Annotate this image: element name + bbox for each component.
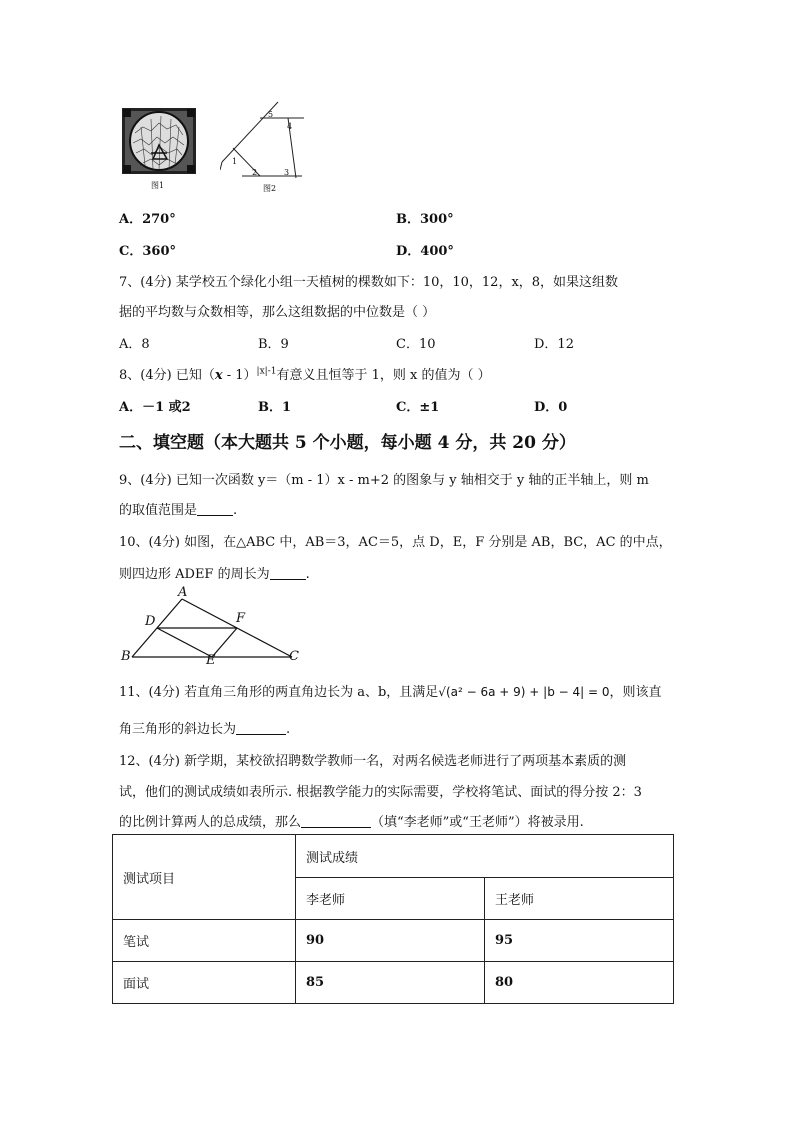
triangle-figure (118, 585, 300, 669)
q8-exponent: |x|-1 (256, 366, 277, 377)
q12-stem-line2: 试，他们的测试成绩如表所示. 根据教学能力的实际需要，学校将笔试、面试的得分按 2：3 (119, 785, 642, 800)
header-test-score: 测试成绩 (296, 835, 674, 878)
cell-wang-written: 95 (485, 920, 674, 962)
q8-stem (119, 364, 491, 383)
q12-stem-line3 (119, 811, 584, 830)
table-row-written (113, 920, 674, 962)
point-label-f: F (236, 611, 246, 626)
q8-option-c[interactable]: C．±1 (396, 400, 440, 415)
point-label-b: B (121, 649, 131, 664)
q11-line2-text: 角三角形的斜边长为 (119, 722, 237, 737)
figure-2-graphic (220, 100, 306, 182)
q10-answer-blank[interactable] (270, 567, 306, 580)
header-teacher-wang: 王老师 (485, 878, 674, 920)
figure-1-graphic (121, 107, 197, 177)
q11-text-a: 11、(4分) 若直角三角形的两直角边长为 a、b，且满足 (119, 685, 439, 700)
cell-li-written: 90 (296, 920, 485, 962)
q8-var: x (214, 368, 223, 383)
row-label-written: 笔试 (113, 920, 296, 962)
angle-label-1: 1 (232, 157, 238, 166)
figure-2-caption: 图2 (263, 184, 277, 193)
q11-stem-line2: 角三角形的斜边长为 . (119, 722, 291, 737)
q6-option-c[interactable]: C．360° (119, 244, 176, 259)
q12-line3-text-a: 的比例计算两人的总成绩，那么 (119, 815, 302, 830)
q10-stem-line2: 则四边形 ADEF 的周长为 . (119, 567, 310, 582)
q7-option-b[interactable]: B．9 (258, 337, 289, 352)
q8-prefix: 8、(4分) 已知（ (119, 368, 215, 383)
q11-stem-line1 (119, 681, 662, 700)
point-label-d: D (145, 614, 156, 629)
q7-option-c[interactable]: C．10 (396, 337, 436, 352)
figure-1 (121, 107, 197, 177)
q8-mid: - 1） (222, 368, 257, 383)
q12-stem-line1: 12、(4分) 新学期，某校欲招聘数学教师一名，对两名候选老师进行了两项基本素质的测 (119, 754, 627, 769)
q7-stem-line2: 据的平均数与众数相等，那么这组数据的中位数是（ ） (119, 305, 436, 320)
q9-line2-text: 的取值范围是 (119, 503, 198, 518)
section-2-heading: 二、填空题（本大题共 5 个小题，每小题 4 分，共 20 分） (119, 433, 576, 453)
cell-li-interview: 85 (296, 962, 485, 1004)
header-teacher-li: 李老师 (296, 878, 485, 920)
point-label-c: C (289, 649, 299, 664)
angle-label-5: 5 (268, 110, 274, 119)
q8-suffix: 有意义且恒等于 1，则 x 的值为（ ） (276, 368, 491, 383)
q11-formula: √(a² − 6a + 9) + |b − 4| = 0 (438, 685, 610, 699)
figure-1-caption: 图1 (151, 181, 165, 190)
q6-option-b[interactable]: B．300° (396, 212, 454, 227)
row-label-interview: 面试 (113, 962, 296, 1004)
angle-label-2: 2 (252, 168, 258, 177)
angle-label-3: 3 (284, 168, 290, 177)
cell-wang-interview: 80 (485, 962, 674, 1004)
point-label-a: A (178, 585, 188, 600)
q7-stem-line1: 7、(4分) 某学校五个绿化小组一天植树的棵数如下：10，10，12，x，8，如果这组数 (119, 275, 619, 290)
table-row-interview (113, 962, 674, 1004)
q9-answer-blank[interactable] (197, 503, 233, 516)
q9-stem-line1: 9、(4分) 已知一次函数 y＝（m - 1）x - m+2 的图象与 y 轴相交于 y 轴的正半轴上，则 m (119, 473, 649, 488)
q12-line3-text-b: （填“李老师”或“王老师”）将被录用. (371, 815, 584, 830)
angle-label-4: 4 (287, 122, 293, 131)
score-table (112, 834, 674, 1004)
q8-option-d[interactable]: D．0 (534, 400, 568, 415)
q12-answer-blank[interactable] (301, 815, 371, 828)
q10-line2-text: 则四边形 ADEF 的周长为 (119, 567, 270, 582)
q6-option-d[interactable]: D．400° (396, 244, 454, 259)
q8-option-a[interactable]: A．－1 或2 (119, 400, 191, 415)
figure-2 (220, 100, 306, 182)
q11-text-b: ，则该直 (609, 685, 662, 700)
q6-option-a[interactable]: A．270° (119, 212, 176, 227)
q10-stem-line1: 10、(4分) 如图，在△ABC 中，AB＝3，AC＝5，点 D，E，F 分别是 AB，BC，AC 的中点， (119, 535, 672, 550)
q9-stem-line2: 的取值范围是 . (119, 503, 238, 518)
q8-option-b[interactable]: B．1 (258, 400, 292, 415)
q7-option-d[interactable]: D．12 (534, 337, 574, 352)
q11-answer-blank[interactable] (236, 722, 286, 735)
point-label-e: E (206, 653, 216, 668)
header-test-item: 测试项目 (113, 835, 296, 920)
q7-option-a[interactable]: A．8 (119, 337, 150, 352)
